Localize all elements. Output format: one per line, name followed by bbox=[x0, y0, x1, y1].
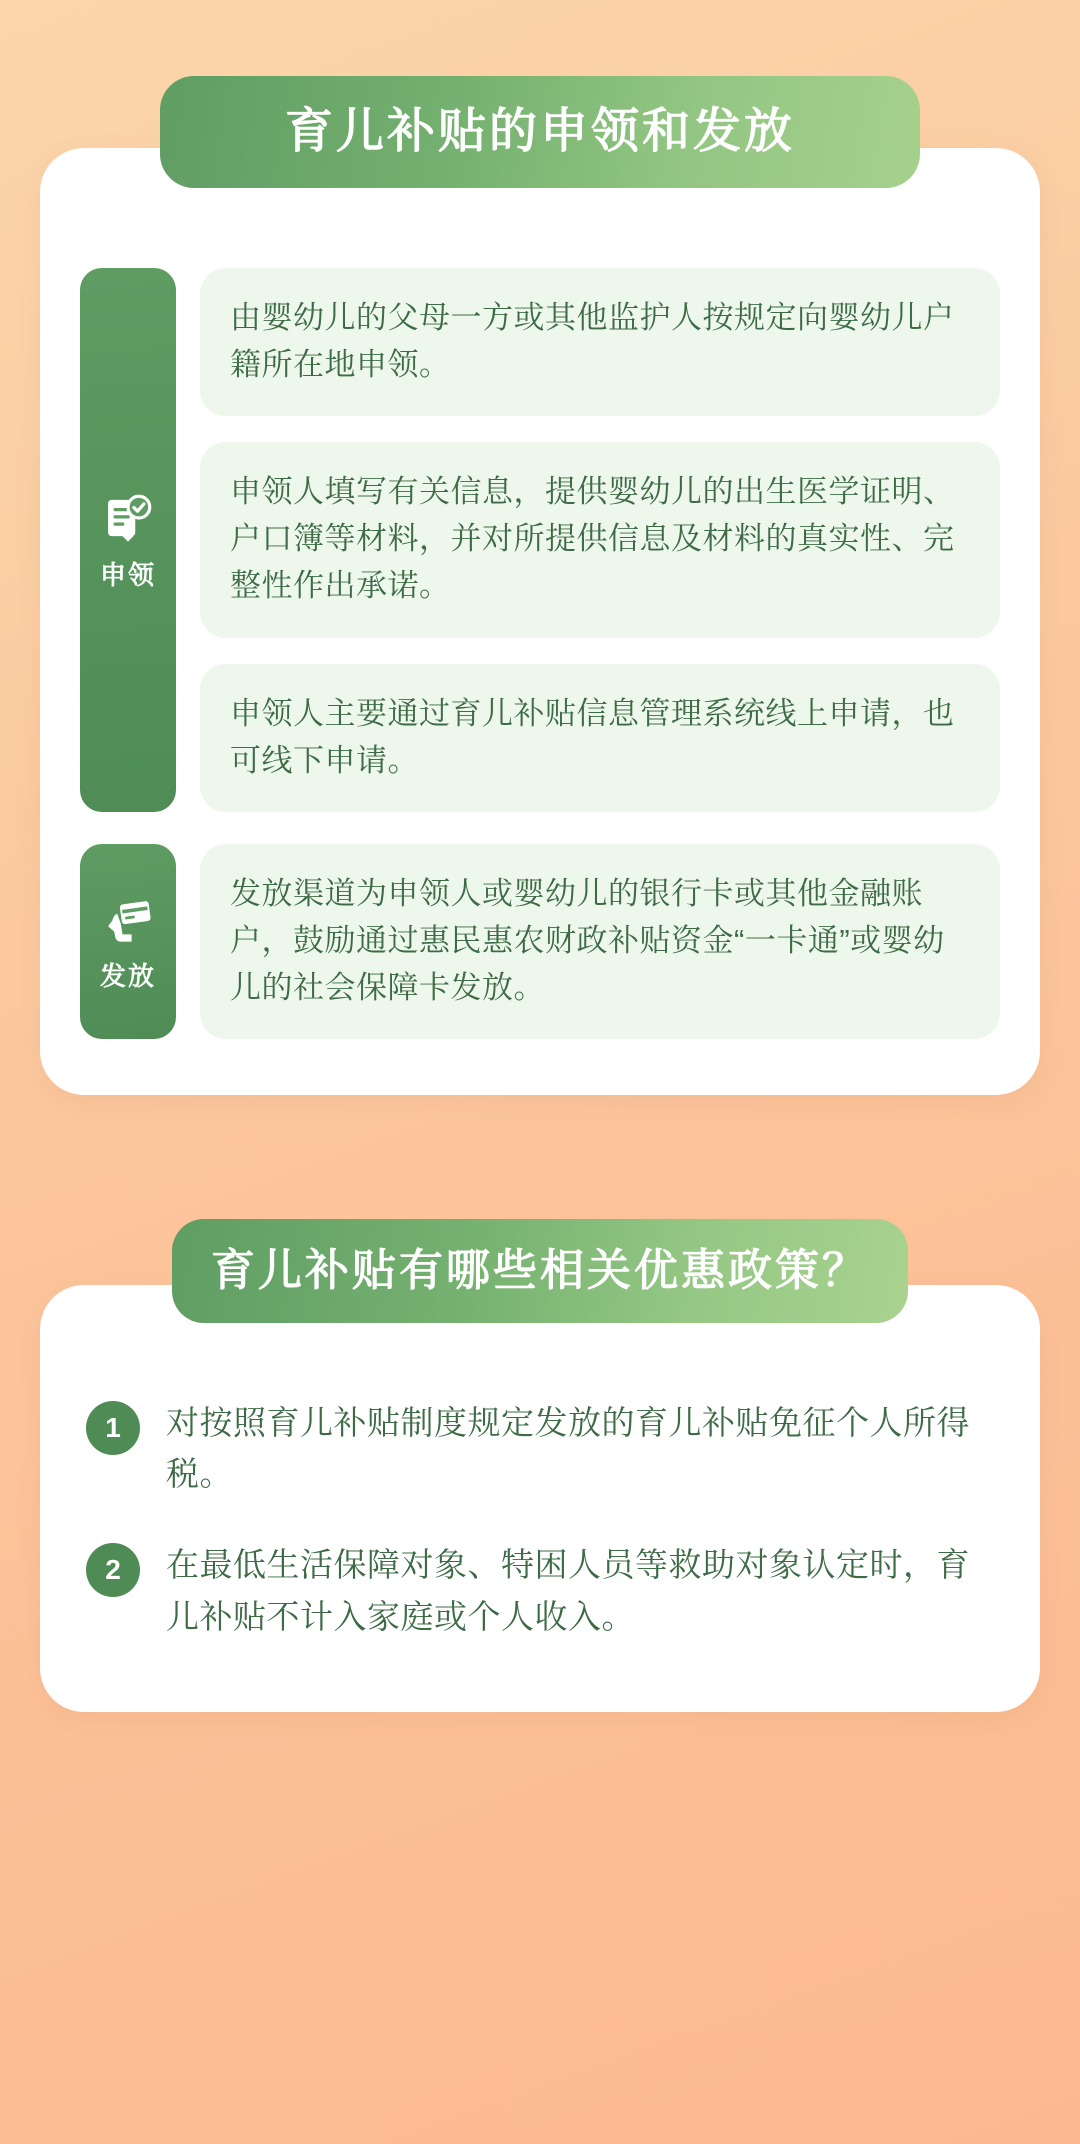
bubble-text: 申领人填写有关信息，提供婴幼儿的出生医学证明、户口簿等材料，并对所提供信息及材料的真实性、完整性作出承诺。 bbox=[230, 474, 955, 604]
section-preferential-policies bbox=[40, 1246, 1040, 1712]
section-application-and-disbursement bbox=[40, 105, 1040, 1095]
bubble-text: 申领人主要通过育儿补贴信息管理系统线上申请，也可线下申请。 bbox=[230, 695, 955, 778]
list-item bbox=[86, 1539, 994, 1641]
bubble-text: 发放渠道为申领人或婴幼儿的银行卡或其他金融账户，鼓励通过惠民惠农财政补贴资金“一卡通”或婴幼儿的社会保障卡发放。 bbox=[230, 875, 945, 1005]
bubble-item bbox=[200, 664, 1000, 812]
section-two-title: 育儿补贴有哪些相关优惠政策？ bbox=[211, 1246, 869, 1296]
section-one-banner bbox=[160, 76, 920, 188]
tag-disbursement-label: 发放 bbox=[99, 961, 156, 992]
tag-disbursement bbox=[80, 844, 176, 1039]
hand-card-icon bbox=[99, 890, 157, 948]
document-check-icon bbox=[99, 489, 157, 547]
bubble-item bbox=[200, 268, 1000, 416]
list-item-text: 对按照育儿补贴制度规定发放的育儿补贴免征个人所得税。 bbox=[166, 1404, 970, 1493]
bubble-text: 由婴幼儿的父母一方或其他监护人按规定向婴幼儿户籍所在地申领。 bbox=[230, 300, 955, 383]
bubble-item bbox=[200, 442, 1000, 637]
section-two-banner bbox=[172, 1219, 908, 1323]
application-bubbles bbox=[200, 268, 1000, 812]
list-item-text: 在最低生活保障对象、特困人员等救助对象认定时，育儿补贴不计入家庭或个人收入。 bbox=[166, 1546, 970, 1635]
infographic-page bbox=[0, 105, 1080, 2144]
section-one-title: 育儿补贴的申领和发放 bbox=[284, 105, 795, 158]
group-disbursement bbox=[80, 844, 1000, 1039]
disbursement-bubbles bbox=[200, 844, 1000, 1039]
tag-application-label: 申领 bbox=[99, 559, 156, 590]
group-application bbox=[80, 268, 1000, 812]
tag-application bbox=[80, 268, 176, 812]
bubble-item bbox=[200, 844, 1000, 1039]
list-item-number: 2 bbox=[86, 1543, 140, 1597]
list-item bbox=[86, 1397, 994, 1499]
list-item-number: 1 bbox=[86, 1401, 140, 1455]
